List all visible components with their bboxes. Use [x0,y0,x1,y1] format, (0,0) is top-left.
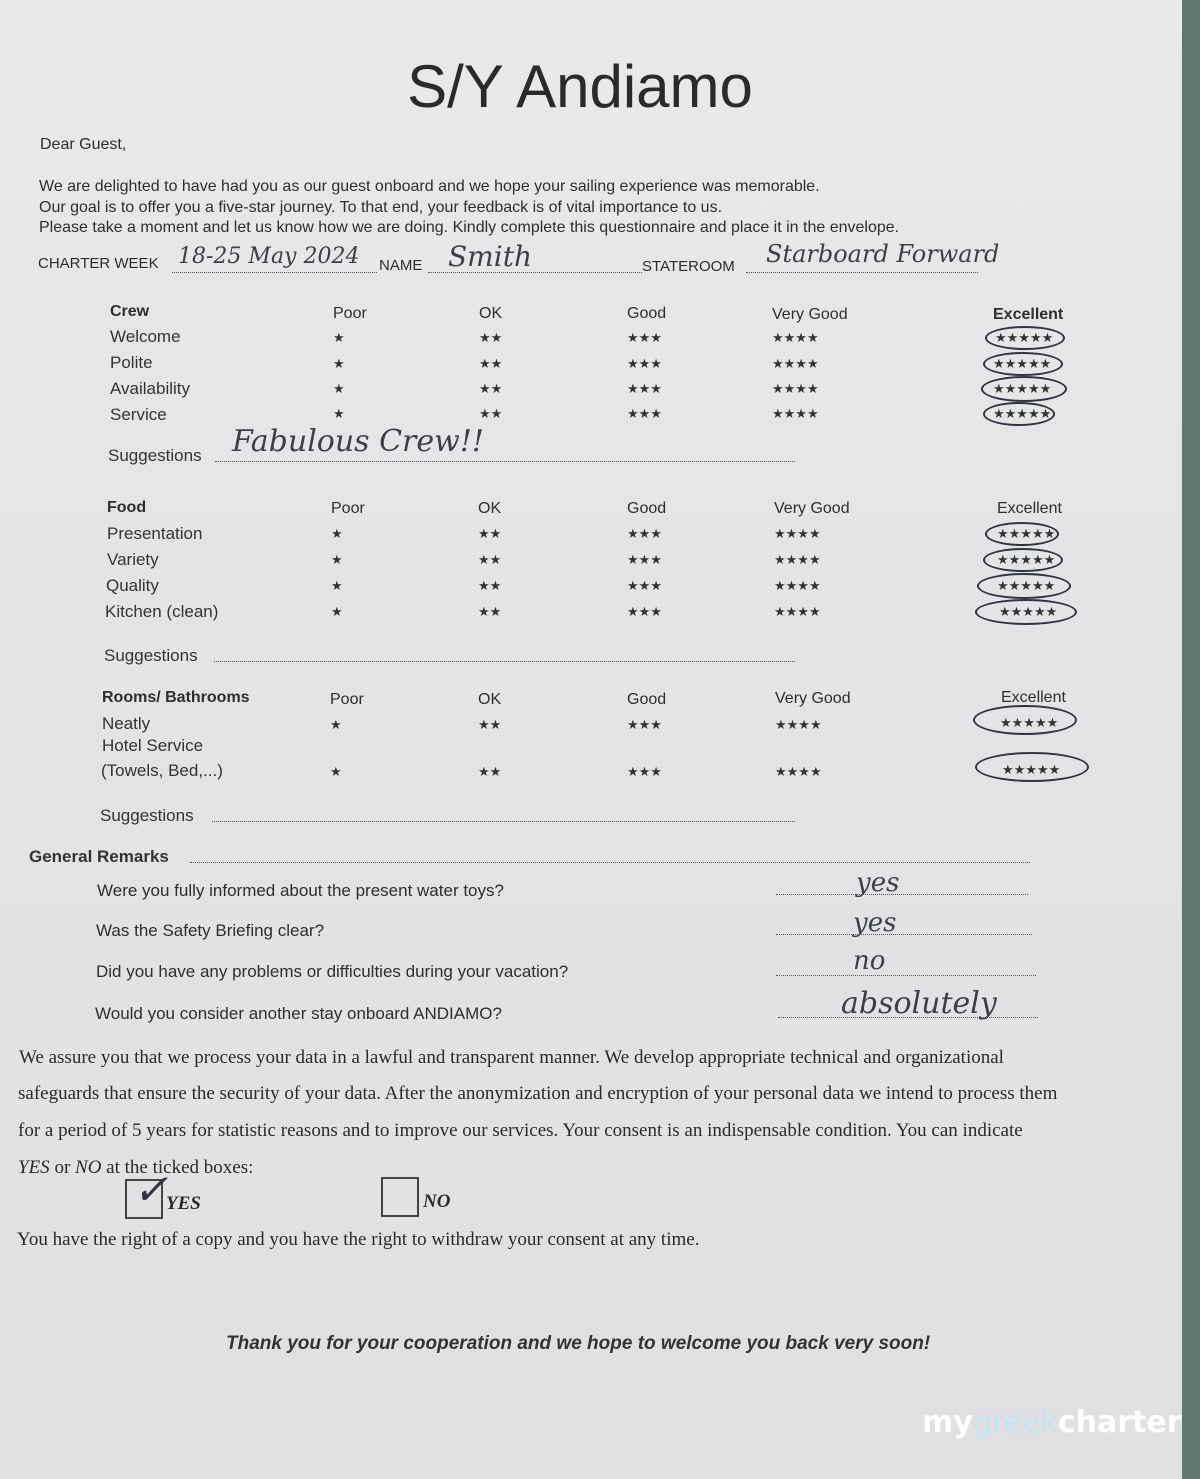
col-poor: Poor [333,305,367,322]
row-label: (Towels, Bed,...) [101,761,223,780]
consent-yes-label: YES [166,1193,201,1214]
row-label: Polite [110,353,153,372]
star-good[interactable]: ★★★ [627,330,662,345]
star-ok[interactable]: ★★ [478,526,502,541]
star-excellent[interactable]: ★★★★★ [997,552,1056,567]
charter-week-value[interactable]: 18-25 May 2024 [178,244,360,269]
star-excellent[interactable]: ★★★★★ [997,526,1056,541]
col-poor: Poor [330,691,364,708]
star-very-good[interactable]: ★★★★ [774,552,821,567]
charter-week-label: CHARTER WEEK [38,255,159,272]
ticked-boxes-text: at the ticked boxes: [101,1157,254,1178]
star-very-good[interactable]: ★★★★ [772,381,819,396]
col-good: Good [627,691,667,708]
intro-line-3: Please take a moment and let us know how we are doing. Kindly complete this questionnaire and place it in the envelope. [39,219,900,236]
star-ok[interactable]: ★★ [478,717,502,732]
row-label: Service [110,405,167,424]
suggestions-line[interactable] [212,821,795,822]
selection-circle [985,326,1065,350]
star-good[interactable]: ★★★ [627,578,662,593]
charter-week-line [172,272,377,273]
stateroom-label: STATEROOM [642,258,735,275]
row-label: Kitchen (clean) [105,602,219,621]
star-poor[interactable]: ★ [331,578,343,593]
selection-circle [983,402,1055,426]
suggestions-label: Suggestions [108,446,202,465]
suggestions-line[interactable] [214,661,795,662]
star-very-good[interactable]: ★★★★ [772,356,819,371]
privacy-line-1: We assure you that we process your data in a lawful and transparent manner. We develop appropriate technical and organizational [19,1047,1004,1068]
selection-circle [985,522,1059,546]
selection-circle [975,752,1089,782]
star-good[interactable]: ★★★ [627,552,662,567]
star-very-good[interactable]: ★★★★ [774,526,821,541]
star-poor[interactable]: ★ [331,552,343,567]
consent-no-checkbox[interactable] [381,1177,419,1217]
star-poor[interactable]: ★ [333,356,345,371]
star-excellent[interactable]: ★★★★★ [995,330,1054,345]
star-good[interactable]: ★★★ [627,526,662,541]
selection-circle [983,352,1063,376]
stateroom-value[interactable]: Starboard Forward [766,240,1000,268]
star-good[interactable]: ★★★ [627,604,662,619]
col-poor: Poor [331,500,365,517]
star-very-good[interactable]: ★★★★ [774,604,821,619]
col-excellent: Excellent [997,500,1062,517]
star-poor[interactable]: ★ [333,406,345,421]
star-good[interactable]: ★★★ [627,717,662,732]
col-good: Good [627,500,667,517]
answer-value[interactable]: no [853,946,886,976]
question-text: Was the Safety Briefing clear? [96,921,325,940]
section-heading: Rooms/ Bathrooms [102,689,250,706]
no-word: NO [75,1157,102,1178]
row-label: Variety [107,550,159,569]
star-ok[interactable]: ★★ [479,356,503,371]
star-ok[interactable]: ★★ [479,381,503,396]
answer-line [776,894,1028,895]
star-poor[interactable]: ★ [331,526,343,541]
star-ok[interactable]: ★★ [478,764,502,779]
star-excellent[interactable]: ★★★★★ [1000,715,1059,730]
star-good[interactable]: ★★★ [627,381,662,396]
star-ok[interactable]: ★★ [478,552,502,567]
star-poor[interactable]: ★ [330,717,342,732]
star-excellent[interactable]: ★★★★★ [993,356,1052,371]
selection-circle [983,548,1063,572]
star-very-good[interactable]: ★★★★ [772,406,819,421]
star-poor[interactable]: ★ [331,604,343,619]
star-excellent[interactable]: ★★★★★ [997,578,1056,593]
row-label: Presentation [107,524,203,543]
document-title: S/Y Andiamo [407,53,753,120]
general-remarks-line[interactable] [190,862,1030,863]
yes-word: YES [18,1157,50,1178]
suggestions-line [215,461,795,462]
name-label: NAME [379,257,423,274]
selection-circle [975,599,1077,625]
general-remarks-label: General Remarks [29,847,169,866]
consent-no-label: NO [423,1191,451,1212]
section-heading: Food [107,499,147,516]
row-label: Welcome [110,327,181,346]
consent-yes-checkbox[interactable] [125,1165,169,1219]
col-very-good: Very Good [774,500,850,517]
row-label: Hotel Service [102,736,204,755]
suggestions-label: Suggestions [104,646,198,665]
star-ok[interactable]: ★★ [479,330,503,345]
star-excellent[interactable]: ★★★★★ [1002,762,1061,777]
col-excellent: Excellent [1001,689,1066,706]
star-good[interactable]: ★★★ [627,406,662,421]
star-excellent[interactable]: ★★★★★ [993,406,1052,421]
brand-part-2: greek [972,1405,1058,1440]
answer-value[interactable]: yes [856,868,900,898]
col-ok: OK [479,305,503,322]
col-very-good: Very Good [775,690,851,707]
answer-line [776,975,1036,976]
star-ok[interactable]: ★★ [479,406,503,421]
intro-line-2: Our goal is to offer you a five-star journey. To that end, your feedback is of vital importance to us. [39,199,723,216]
col-excellent: Excellent [993,306,1064,323]
or-word: or [49,1157,76,1178]
row-label: Neatly [102,714,151,733]
selection-circle [981,376,1067,402]
question-text: Were you fully informed about the present water toys? [97,881,504,900]
star-poor[interactable]: ★ [333,381,345,396]
stateroom-line [746,272,978,273]
section-heading: Crew [110,303,150,320]
star-excellent[interactable]: ★★★★★ [993,381,1052,396]
col-ok: OK [478,691,502,708]
star-very-good[interactable]: ★★★★ [775,717,822,732]
star-ok[interactable]: ★★ [478,578,502,593]
row-label: Quality [106,576,159,595]
thank-you-text: Thank you for your cooperation and we hope to welcome you back very soon! [226,1333,931,1354]
name-value[interactable]: Smith [448,240,532,273]
suggestions-value[interactable]: Fabulous Crew!! [232,424,484,459]
brand-part-1: my [922,1405,973,1440]
selection-circle [973,705,1077,735]
selection-circle [977,573,1071,599]
rights-text: You have the right of a copy and you have the right to withdraw your consent at any time. [17,1229,700,1250]
answer-value[interactable]: absolutely [841,986,997,1021]
answer-value[interactable]: yes [853,908,897,938]
star-ok[interactable]: ★★ [478,604,502,619]
answer-line [776,934,1032,935]
question-text: Would you consider another stay onboard ANDIAMO? [95,1004,502,1023]
star-good[interactable]: ★★★ [627,764,662,779]
greeting: Dear Guest, [40,136,127,153]
suggestions-label: Suggestions [100,806,194,825]
star-very-good[interactable]: ★★★★ [774,578,821,593]
checkmark-icon: ✓ [133,1165,169,1214]
intro-line-1: We are delighted to have had you as our guest onboard and we hope your sailing experience was memorable. [39,178,820,195]
star-poor[interactable]: ★ [333,330,345,345]
star-excellent[interactable]: ★★★★★ [999,604,1058,619]
col-good: Good [627,305,667,322]
brand-part-3: charter [1057,1405,1182,1440]
row-label: Availability [110,379,191,398]
star-very-good[interactable]: ★★★★ [775,764,822,779]
privacy-line-2: safeguards that ensure the security of your data. After the anonymization and encryption of your personal data we intend to process them [18,1083,1058,1104]
col-very-good: Very Good [772,306,848,323]
col-ok: OK [478,500,502,517]
star-very-good[interactable]: ★★★★ [772,330,819,345]
star-good[interactable]: ★★★ [627,356,662,371]
star-poor[interactable]: ★ [330,764,342,779]
brand-watermark [922,1405,1182,1440]
privacy-line-3: for a period of 5 years for statistic reasons and to improve our services. Your consent is an indispensable condition. You can indicate [18,1120,1023,1141]
question-text: Did you have any problems or difficulties during your vacation? [96,962,569,981]
